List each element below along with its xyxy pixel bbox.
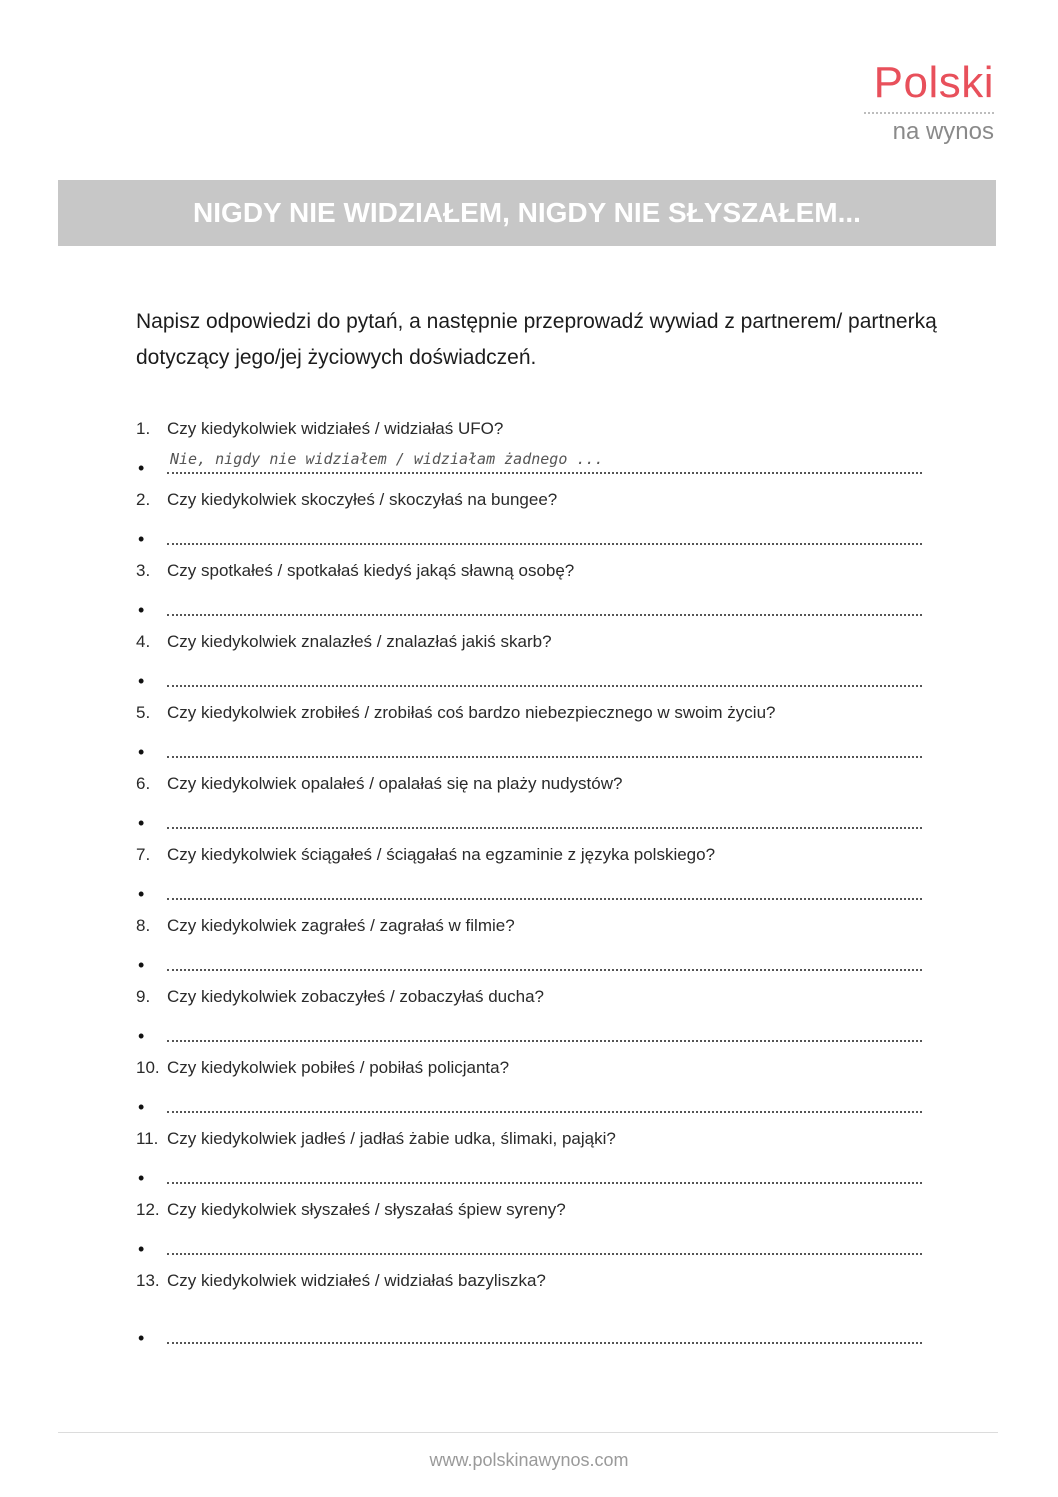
question-number: 10. xyxy=(136,1058,160,1077)
question-number: 1. xyxy=(136,419,151,438)
instructions: Napisz odpowiedzi do pytań, a następnie przeprowadź wywiad z partnerem/ partnerką dotyczący jego/jej życiowych doświadczeń. xyxy=(136,310,937,369)
question-text: Czy kiedykolwiek widziałeś / widziałaś bazyliszka? xyxy=(167,1271,546,1290)
question-number: 5. xyxy=(136,703,151,722)
bullet-icon: • xyxy=(138,600,145,620)
question-number: 3. xyxy=(136,561,151,580)
bullet-icon: • xyxy=(138,742,145,762)
bullet-icon: • xyxy=(138,955,145,975)
question-item xyxy=(136,771,926,803)
question-text: Czy kiedykolwiek skoczyłeś / skoczyłaś na bungee? xyxy=(167,490,558,509)
bullet-icon: • xyxy=(138,1239,145,1259)
question-number: 7. xyxy=(136,845,151,864)
bullet-icon: • xyxy=(138,1026,145,1046)
question-item xyxy=(136,416,926,448)
bullet-icon: • xyxy=(138,671,145,691)
bullet-icon: • xyxy=(138,1328,145,1348)
question-item xyxy=(136,1126,926,1158)
logo-sub-text: na wynos xyxy=(892,118,994,145)
bullet-icon: • xyxy=(138,458,145,478)
logo-divider xyxy=(864,112,994,114)
question-item xyxy=(136,1268,926,1300)
bullet-icon: • xyxy=(138,529,145,549)
question-text: Czy kiedykolwiek pobiłeś / pobiłaś policjanta? xyxy=(167,1058,510,1077)
question-list xyxy=(136,416,926,1360)
question-number: 6. xyxy=(136,774,151,793)
title-bar xyxy=(58,180,996,246)
dotted-answer-line xyxy=(167,1182,922,1184)
question-text: Czy kiedykolwiek opalałeś / opalałaś się na plaży nudystów? xyxy=(167,774,623,793)
answer-line[interactable] xyxy=(136,661,926,700)
answer-line[interactable] xyxy=(136,1229,926,1268)
question-item xyxy=(136,629,926,661)
question-item xyxy=(136,913,926,945)
dotted-answer-line xyxy=(167,614,922,616)
question-number: 12. xyxy=(136,1200,160,1219)
bullet-icon: • xyxy=(138,1168,145,1188)
answer-line[interactable] xyxy=(136,1016,926,1055)
answer-line[interactable] xyxy=(136,1158,926,1197)
dotted-answer-line xyxy=(167,1040,922,1042)
page-title: NIGDY NIE WIDZIAŁEM, NIGDY NIE SŁYSZAŁEM... xyxy=(193,197,861,228)
question-item xyxy=(136,487,926,519)
question-number: 8. xyxy=(136,916,151,935)
answer-line[interactable] xyxy=(136,1087,926,1126)
question-text: Czy kiedykolwiek zagrałeś / zagrałaś w filmie? xyxy=(167,916,515,935)
answer-line[interactable] xyxy=(136,519,926,558)
question-number: 2. xyxy=(136,490,151,509)
bullet-icon: • xyxy=(138,884,145,904)
dotted-answer-line xyxy=(167,543,922,545)
question-text: Czy kiedykolwiek ściągałeś / ściągałaś na egzaminie z języka polskiego? xyxy=(167,845,716,864)
question-text: Czy kiedykolwiek słyszałeś / słyszałaś śpiew syreny? xyxy=(167,1200,566,1219)
answer-line[interactable] xyxy=(136,590,926,629)
question-number: 13. xyxy=(136,1271,160,1290)
answer-line[interactable] xyxy=(136,448,926,487)
question-item xyxy=(136,842,926,874)
question-text: Czy spotkałeś / spotkałaś kiedyś jakąś sławną osobę? xyxy=(167,561,575,580)
answer-line[interactable] xyxy=(136,945,926,984)
question-text: Czy kiedykolwiek widziałeś / widziałaś UFO? xyxy=(167,419,504,438)
question-item xyxy=(136,700,926,732)
dotted-answer-line xyxy=(167,685,922,687)
dotted-answer-line xyxy=(167,472,922,474)
bullet-icon: • xyxy=(138,1097,145,1117)
logo-main-text: Polski xyxy=(873,58,994,107)
question-number: 11. xyxy=(136,1129,159,1148)
question-text: Czy kiedykolwiek jadłeś / jadłaś żabie udka, ślimaki, pająki? xyxy=(167,1129,616,1148)
answer-line[interactable] xyxy=(136,803,926,842)
dotted-answer-line xyxy=(167,827,922,829)
question-item xyxy=(136,558,926,590)
question-number: 4. xyxy=(136,632,151,651)
dotted-answer-line xyxy=(167,969,922,971)
question-item xyxy=(136,1197,926,1229)
question-item xyxy=(136,984,926,1016)
question-number: 9. xyxy=(136,987,151,1006)
answer-line[interactable] xyxy=(136,732,926,771)
answer-line[interactable] xyxy=(136,1300,926,1360)
answer-line[interactable] xyxy=(136,874,926,913)
footer-url: www.polskinawynos.com xyxy=(429,1450,629,1470)
dotted-answer-line xyxy=(167,1111,922,1113)
footer-divider xyxy=(58,1432,998,1433)
dotted-answer-line xyxy=(167,756,922,758)
question-text: Czy kiedykolwiek zrobiłeś / zrobiłaś coś bardzo niebezpiecznego w swoim życiu? xyxy=(167,703,776,722)
logo xyxy=(864,58,994,146)
handwritten-answer: Nie, nigdy nie widziałem / widziałam żadnego ... xyxy=(170,450,604,468)
dotted-answer-line xyxy=(167,1342,922,1344)
bullet-icon: • xyxy=(138,813,145,833)
dotted-answer-line xyxy=(167,1253,922,1255)
question-text: Czy kiedykolwiek znalazłeś / znalazłaś jakiś skarb? xyxy=(167,632,552,651)
question-text: Czy kiedykolwiek zobaczyłeś / zobaczyłaś ducha? xyxy=(167,987,545,1006)
question-item xyxy=(136,1055,926,1087)
dotted-answer-line xyxy=(167,898,922,900)
